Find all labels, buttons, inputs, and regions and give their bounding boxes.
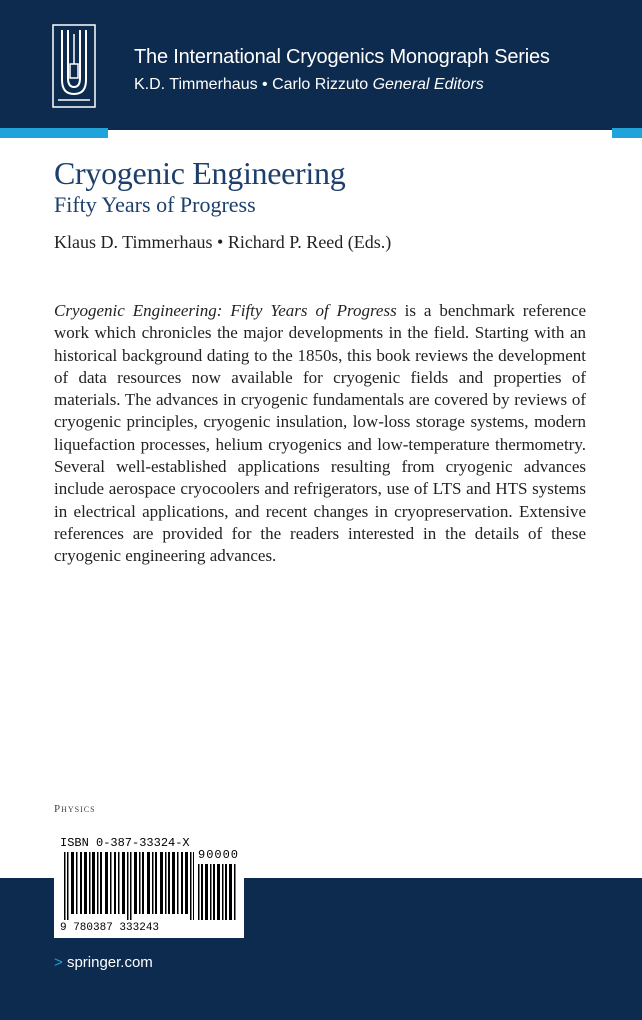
accent-bar-right (612, 128, 642, 138)
subject-category: Physics (54, 803, 96, 815)
book-authors: Klaus D. Timmerhaus • Richard P. Reed (Eds.) (54, 232, 392, 252)
barcode-addon-digits: 90000 (198, 848, 240, 862)
barcode (54, 832, 244, 938)
general-editors (134, 76, 484, 94)
chevron-right-icon: > (54, 954, 63, 971)
cryostat-logo-icon (52, 24, 96, 108)
book-title: Cryogenic Engineering (54, 155, 346, 191)
book-subtitle: Fifty Years of Progress (54, 192, 256, 217)
series-header (0, 0, 642, 130)
website-url: springer.com (66, 954, 153, 971)
accent-bar-left (0, 128, 108, 138)
description-italic-title: Cryogenic Engineering: Fifty Years of Progress (54, 301, 397, 320)
ean-digits: 9 780387 333243 (60, 922, 160, 934)
editors-role: General Editors (372, 76, 484, 93)
series-title: The International Cryogenics Monograph Series (134, 46, 550, 68)
isbn-label: ISBN 0-387-33324-X (60, 836, 190, 850)
editors-names: K.D. Timmerhaus • Carlo Rizzuto (134, 76, 369, 93)
ean-bars (64, 852, 194, 920)
publisher-website[interactable] (54, 954, 153, 971)
book-description (54, 300, 586, 568)
addon-bars (198, 864, 238, 920)
description-body: is a benchmark reference work which chronicles the major developments in the field. Starting with an historical background dating to the 1850s, this book reviews the development of data resources now available for cryogenic fields and properties of materials. The advances in cryogenic fundamentals are covered by reviews of cryogenic principles, cryogenic insulation, low-loss storage systems, modern liquefaction processes, helium cryogenics and low-temperature thermometry. Several well-established applications resulting from cryogenic advances include aerospace cryocoolers and refrigerators, use of LTS and HTS systems in electrical applications, and recent changes in cryopreservation. Extensive references are provided for the readers interested in the details of these cryogenic engineering advances. (54, 301, 586, 566)
